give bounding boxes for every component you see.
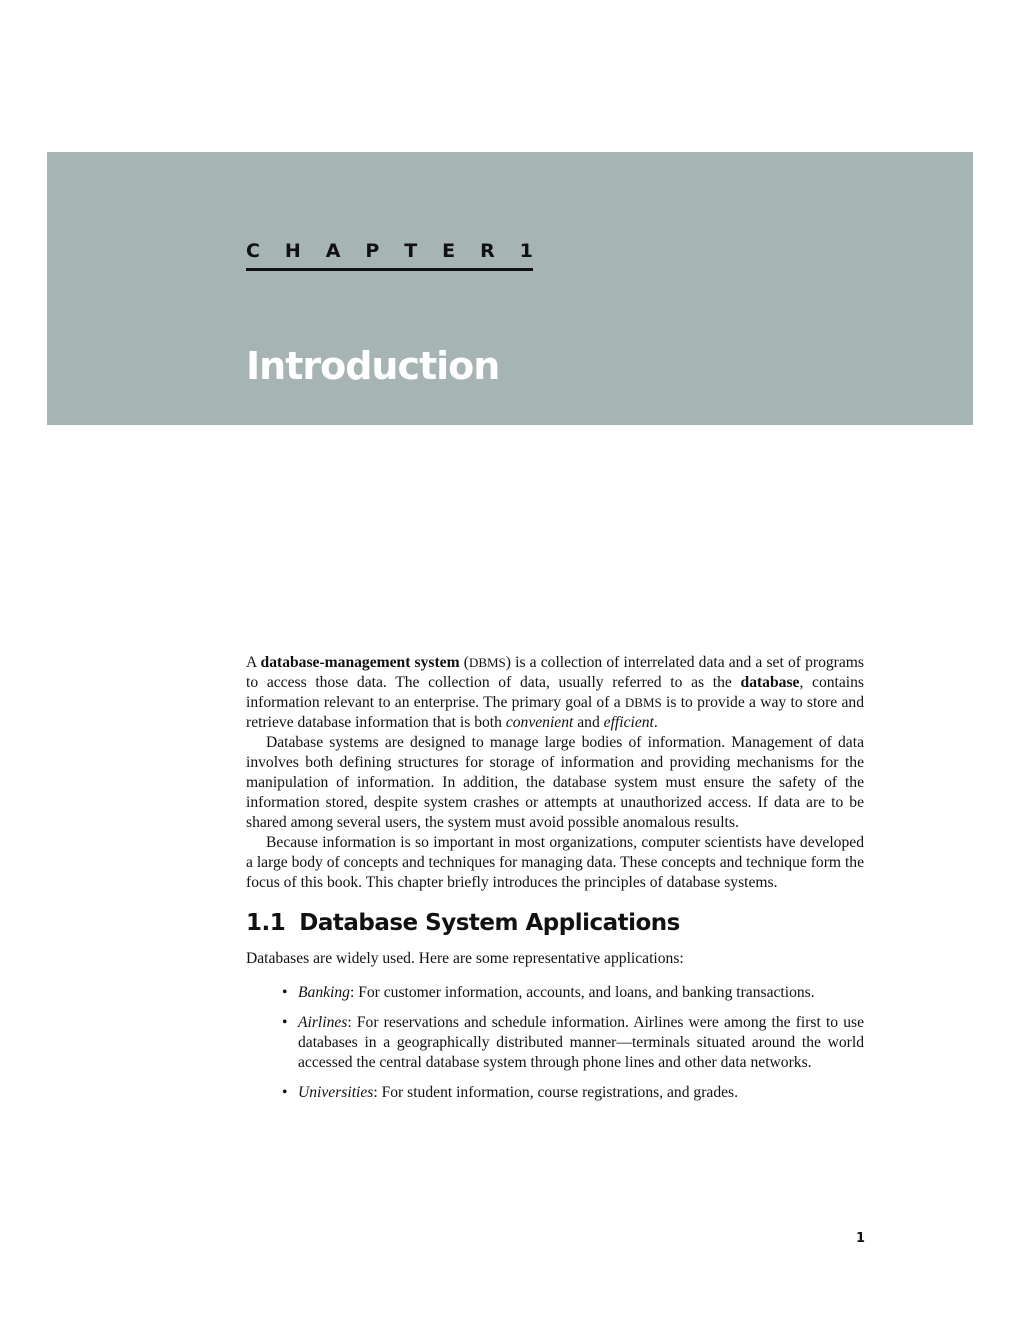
text: A [246,654,261,671]
body-text [246,653,864,1113]
text: , contains information relevant to an enterprise. The primary goal of a [246,674,864,711]
chapter-label [246,240,533,271]
term-italic: convenient [505,714,574,731]
bullet-icon: • [282,1084,288,1101]
section-title: Database System Applications [299,910,680,936]
section-heading [246,909,864,937]
chapter-letter: P [365,240,380,262]
text: ( [459,654,469,671]
applications-list [246,983,864,1103]
page-number: 1 [856,1231,866,1246]
chapter-letter: T [404,240,418,262]
list-text: : For customer information, accounts, and loans, and banking transactions. [349,984,815,1001]
section-intro: Databases are widely used. Here are some representative applications: [246,950,684,967]
chapter-letter: R [480,240,495,262]
list-item [282,1083,864,1103]
chapter-letter: C [246,240,260,262]
text: is to provide a way to store and retrieve database information that is both [246,694,864,731]
list-term: Banking [298,984,350,1001]
list-text: : For reservations and schedule information. Airlines were among the first to use databases in a geographically distributed manner—terminals situated around the world accessed the central database system through phone lines and other data networks. [298,1014,864,1071]
paragraph-1 [246,653,864,733]
paragraph-2: Database systems are designed to manage large bodies of information. Management of data involves both defining structures for storage of information and providing mechanisms for the manipulation of information. In addition, the database system must ensure the safety of the information stored, despite system crashes or attempts at unauthorized access. If data are to be shared among several users, the system must avoid possible anomalous results. [246,734,864,831]
paragraph-3: Because information is so important in most organizations, computer scientists have developed a large body of concepts and techniques for managing data. These concepts and technique form the focus of this book. This chapter briefly introduces the principles of database systems. [246,834,864,891]
text: and [573,714,604,731]
term-italic: efficient [603,714,654,731]
section-number: 1.1 [246,910,286,936]
acronym: DBMS [624,695,662,710]
text: ) is a collection of interrelated data and a set of programs to access those data. The collection of data, usually referred to as the [246,654,864,691]
bullet-icon: • [282,1014,288,1031]
acronym: DBMS [468,655,506,670]
chapter-title: Introduction [246,344,500,388]
list-text: : For student information, course registrations, and grades. [373,1084,739,1101]
chapter-letter: E [442,240,456,262]
list-term: Universities [298,1084,374,1101]
chapter-letter: H [284,240,301,262]
chapter-letter: A [325,240,341,262]
term-bold: database-management system [260,654,460,671]
chapter-number: 1 [519,240,533,262]
list-item [282,983,864,1003]
list-term: Airlines [298,1014,348,1031]
bullet-icon: • [282,984,288,1001]
chapter-header-band [47,152,973,425]
text: . [653,714,658,731]
list-item [282,1013,864,1073]
term-bold: database [740,674,800,691]
